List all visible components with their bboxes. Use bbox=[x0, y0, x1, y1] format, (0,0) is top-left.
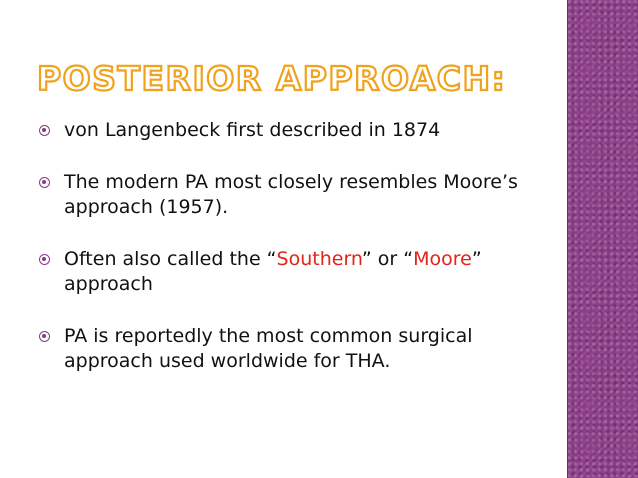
bullet-item-2 bbox=[37, 170, 557, 220]
bullet-text-3-part3: ” approach bbox=[64, 248, 482, 295]
moore-highlight: Moore bbox=[413, 248, 472, 270]
circle-dot-bullet-icon bbox=[39, 177, 50, 188]
bullet-text-3-part2: ” or “ bbox=[361, 248, 414, 270]
bullet-list bbox=[37, 118, 557, 401]
bullet-text-2: The modern PA most closely resembles Moore’s approach (1957). bbox=[64, 171, 518, 218]
bullet-text-4: PA is reportedly the most common surgical approach used worldwide for THA. bbox=[64, 325, 473, 372]
slide-title: POSTERIOR APPROACH: bbox=[37, 59, 507, 98]
bullet-text-3-part1: Often also called the “ bbox=[64, 248, 277, 270]
southern-highlight: Southern bbox=[276, 248, 362, 270]
circle-dot-bullet-icon bbox=[39, 254, 50, 265]
decorative-side-bar bbox=[567, 0, 638, 478]
circle-dot-bullet-icon bbox=[39, 331, 50, 342]
bullet-item-4 bbox=[37, 324, 557, 374]
bullet-item-3 bbox=[37, 247, 557, 297]
circle-dot-bullet-icon bbox=[39, 125, 50, 136]
bullet-item-1 bbox=[37, 118, 557, 143]
bullet-text-1: von Langenbeck first described in 1874 bbox=[64, 119, 441, 141]
